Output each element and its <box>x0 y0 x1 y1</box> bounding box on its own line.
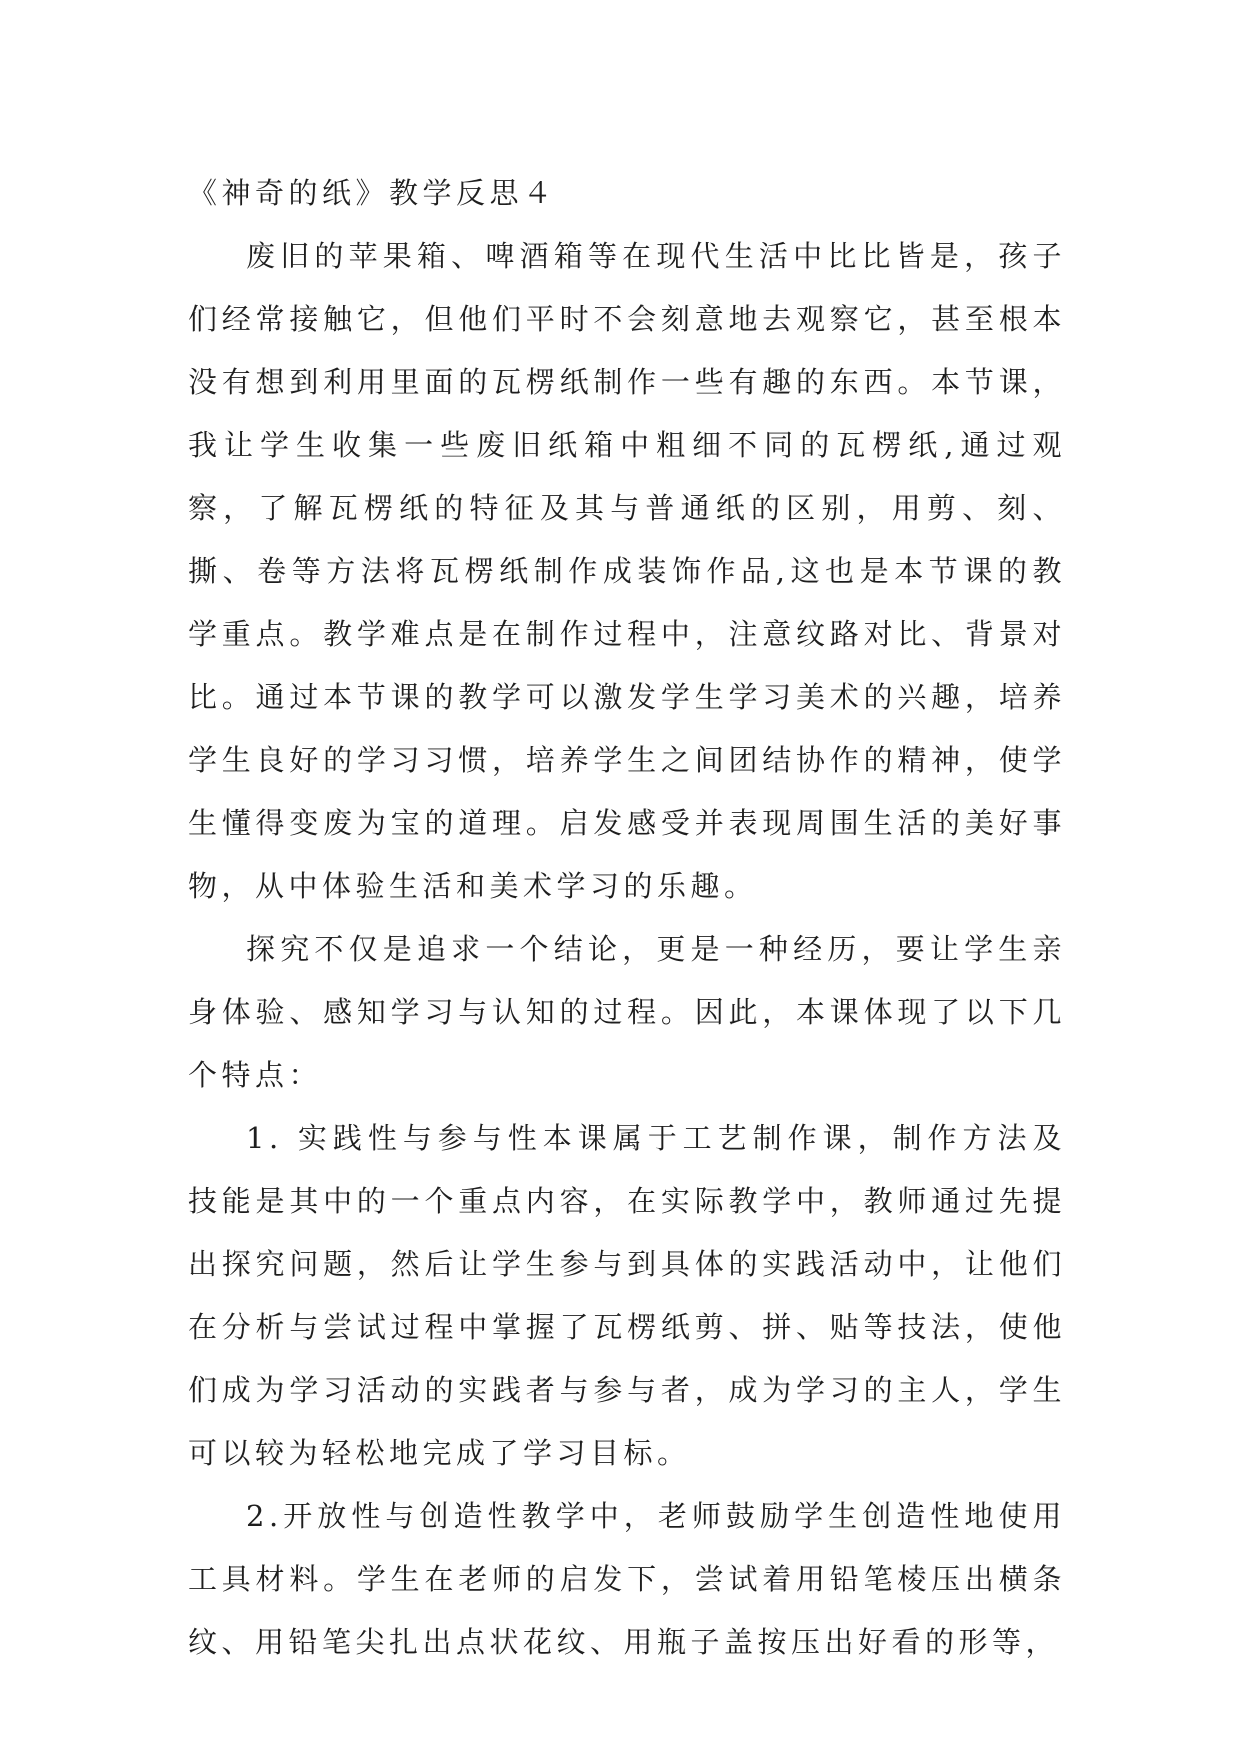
document-body <box>188 162 1066 1674</box>
paragraph-intro: 废旧的苹果箱、啤酒箱等在现代生活中比比皆是，孩子们经常接触它，但他们平时不会刻意地去观察它，甚至根本没有想到利用里面的瓦楞纸制作一些有趣的东西。本节课，我让学生收集一些废旧纸箱中粗细不同的瓦楞纸,通过观察，了解瓦楞纸的特征及其与普通纸的区别，用剪、刻、撕、卷等方法将瓦楞纸制作成装饰作品,这也是本节课的教学重点。教学难点是在制作过程中，注意纹路对比、背景对比。通过本节课的教学可以激发学生学习美术的兴趣，培养学生良好的学习习惯，培养学生之间团结协作的精神，使学生懂得变废为宝的道理。启发感受并表现周围生活的美好事物，从中体验生活和美术学习的乐趣。 <box>188 239 1066 903</box>
paragraph-point-2: 2.开放性与创造性教学中，老师鼓励学生创造性地使用工具材料。学生在老师的启发下，尝试着用铅笔棱压出横条纹、用铅笔尖扎出点状花纹、用瓶子盖按压出好看的形等， <box>188 1499 1066 1659</box>
paragraph-point-1: 1. 实践性与参与性本课属于工艺制作课，制作方法及技能是其中的一个重点内容，在实际教学中，教师通过先提出探究问题，然后让学生参与到具体的实践活动中，让他们在分析与尝试过程中掌握了瓦楞纸剪、拼、贴等技法，使他们成为学习活动的实践者与参与者，成为学习的主人，学生可以较为轻松地完成了学习目标。 <box>188 1121 1066 1470</box>
document-title: 《神奇的纸》教学反思４ <box>188 176 557 210</box>
paragraph-inquiry: 探究不仅是追求一个结论，更是一种经历，要让学生亲身体验、感知学习与认知的过程。因此，本课体现了以下几个特点： <box>188 932 1066 1092</box>
